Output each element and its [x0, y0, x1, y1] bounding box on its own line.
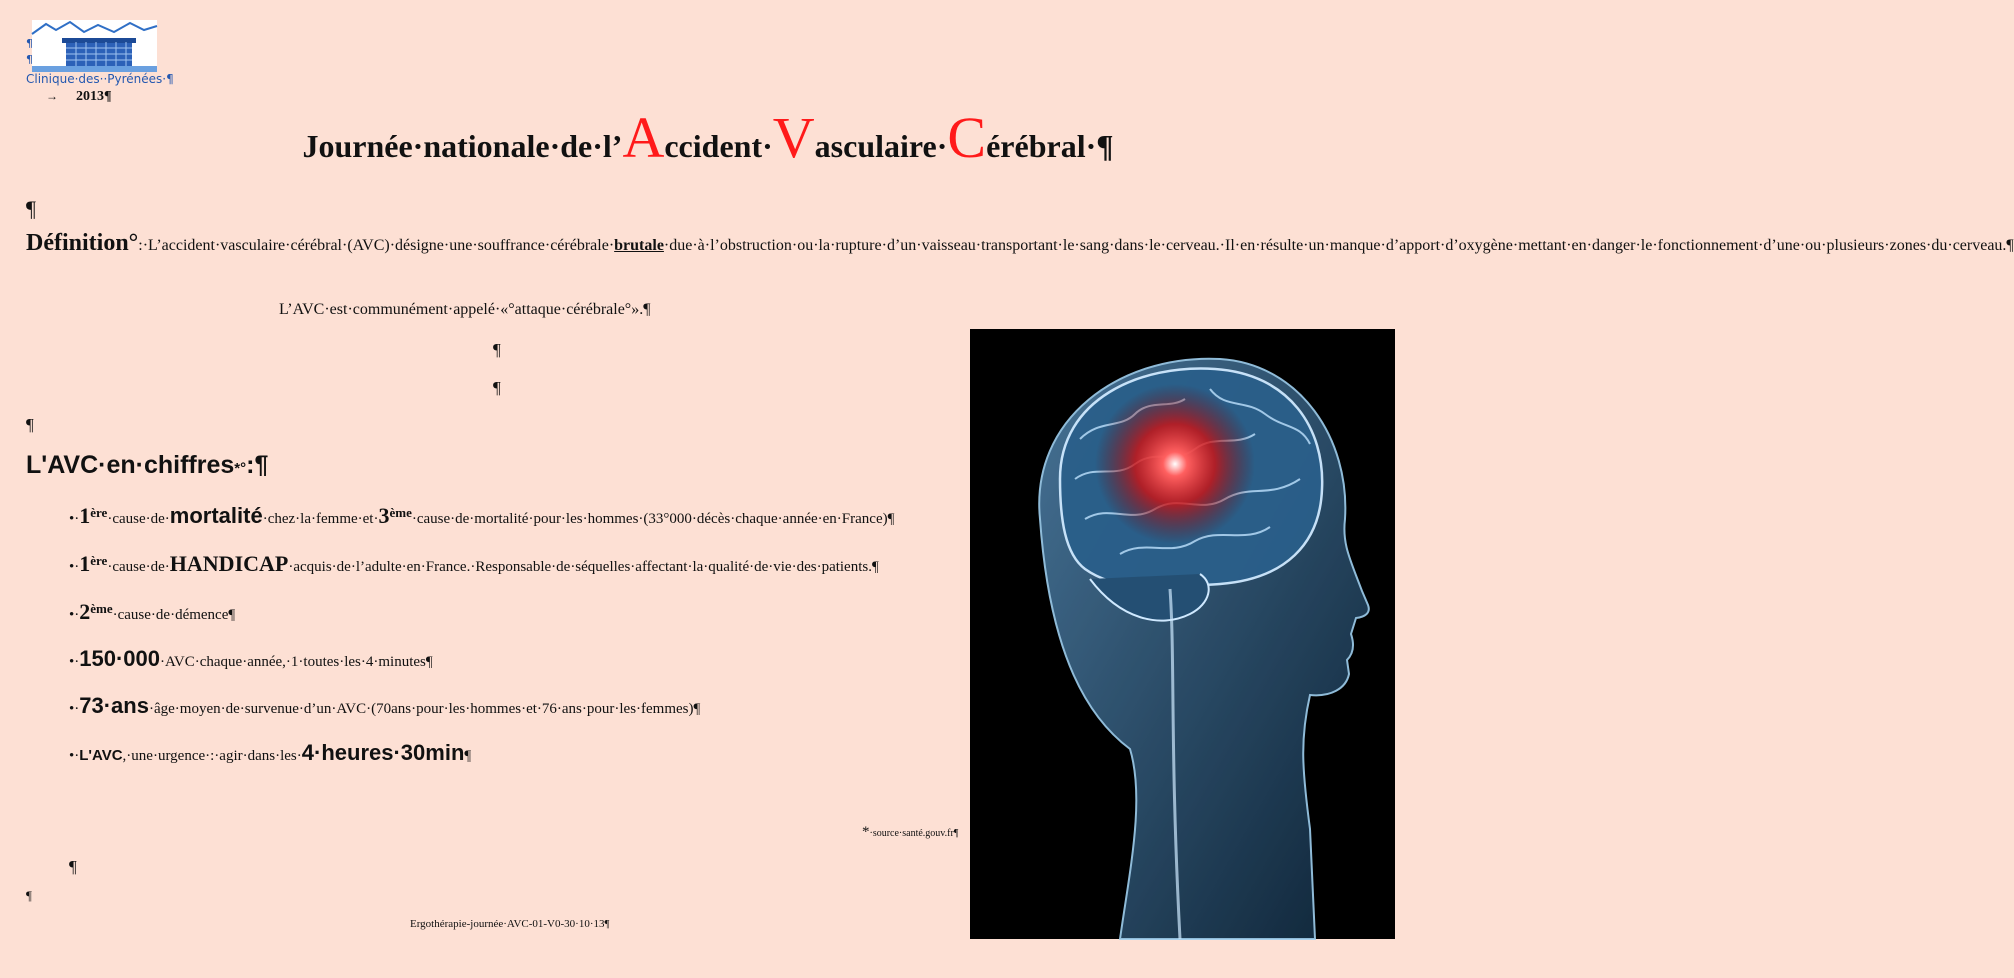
item-text: ¶ [464, 748, 472, 764]
item-text: ·AVC·chaque·année,·1·toutes·les·4·minutes¶ [160, 654, 433, 670]
definition-heading: Définition° [26, 230, 139, 256]
section-heading [26, 451, 268, 480]
list-item [69, 644, 954, 677]
definition-text: ·due·à·l’obstruction·ou·la·rupture·d’un·vaisseau·transportant·le·sang·dans·le·cerveau.·Il·en·résulte·un·manque·d’apport·d’oxygène·mettant·en·danger·le·fonctionnement·d’une·ou·plusieurs·zones·du·cerveau.¶ [663, 237, 2014, 254]
item-text: ·chez·la·femme·et· [262, 511, 379, 527]
item-text: ·acquis·de·l’adulte·en·France.·Responsable·de·séquelles·affectant·la·qualité·de·vie·des·patients.¶ [288, 559, 879, 575]
bullet: •· [69, 701, 80, 717]
definition-quote: L’AVC·est·communément·appelé·«°attaque·cérébrale°».¶ [279, 301, 651, 318]
title-part: érébral·¶ [986, 128, 1114, 164]
title-capital: V [772, 105, 815, 170]
figure-number: 1 [79, 503, 91, 528]
item-text: ·cause·de·démence¶ [112, 607, 236, 623]
clinic-building-icon [32, 20, 157, 72]
footnote-star: *° [234, 460, 247, 477]
year: 2013¶ [76, 89, 112, 104]
bullet: •· [69, 654, 80, 670]
list-item [69, 738, 954, 771]
list-item [69, 546, 954, 582]
item-text: ,·une·urgence·:·agir·dans·les· [122, 748, 302, 764]
keyword: HANDICAP [169, 551, 289, 576]
title-part: asculaire· [814, 128, 948, 164]
document-footer: Ergothérapie-journée·AVC-01-V0-30·10·13¶ [410, 918, 610, 930]
bullet: •· [69, 559, 80, 575]
keyword: 150·000 [79, 646, 160, 671]
bullet: •· [69, 511, 80, 527]
item-text: ·cause·de·mortalité·pour·les·hommes·(33°000·décès·chaque·année·en·France)¶ [411, 511, 895, 527]
empty-paragraph: ¶ [493, 340, 501, 359]
item-text: ·âge·moyen·de·survenue·d’un·AVC·(70ans·pour·les·hommes·et·76·ans·pour·les·femmes)¶ [148, 701, 701, 717]
list-item [69, 691, 954, 724]
definition-text: :·L’accident·vasculaire·cérébral·(AVC)·désigne·une·souffrance·cérébrale· [138, 237, 615, 254]
logo-marks: ¶ ¶ [26, 37, 33, 66]
list-item [69, 594, 954, 630]
title-capital: C [947, 105, 987, 170]
bullet: •· [69, 607, 80, 623]
empty-paragraph: ¶ [26, 415, 34, 434]
ordinal-suffix: ère [90, 553, 108, 568]
keyword: 4·heures·30min [301, 740, 465, 765]
ordinal-suffix: ème [389, 505, 412, 520]
figure-number: 2 [79, 599, 91, 624]
section-heading-colon: :¶ [246, 451, 269, 479]
year-line [46, 89, 112, 105]
source-text: ·source·santé.gouv.fr¶ [869, 828, 959, 839]
source-note [862, 824, 958, 841]
empty-paragraph: ¶ [26, 196, 36, 221]
ordinal-suffix: ère [90, 505, 108, 520]
definition-emphasis: brutale [614, 237, 664, 254]
definition-paragraph [26, 228, 2014, 261]
item-text: ·cause·de· [107, 511, 170, 527]
title-capital: A [622, 105, 665, 170]
empty-paragraph: ¶ [69, 857, 77, 876]
list-item [69, 498, 954, 534]
keyword: mortalité [169, 503, 263, 528]
brain-head-image [970, 329, 1395, 939]
empty-paragraph: ¶ [26, 888, 32, 903]
figure-number: 3 [378, 503, 390, 528]
keyword: 73·ans [79, 693, 149, 718]
figure-number: 1 [79, 551, 91, 576]
title-part: ccident· [664, 128, 773, 164]
bullet: •· [69, 748, 80, 764]
tab-arrow-icon: → [46, 89, 58, 103]
section-heading-text: L'AVC·en·chiffres [26, 451, 235, 479]
ordinal-suffix: ème [90, 601, 113, 616]
footnote-star: * [862, 824, 870, 840]
keyword: L'AVC [79, 747, 123, 764]
title-part: Journée·nationale·de·l’ [302, 128, 623, 164]
clinic-logo [32, 20, 157, 72]
figures-list [69, 498, 954, 771]
item-text: ·cause·de· [107, 559, 170, 575]
empty-paragraph: ¶ [493, 378, 501, 397]
page-title [0, 104, 1416, 171]
logo-name: Clinique·des··Pyrénées·¶ [26, 72, 174, 86]
brain-head-icon [970, 329, 1395, 939]
